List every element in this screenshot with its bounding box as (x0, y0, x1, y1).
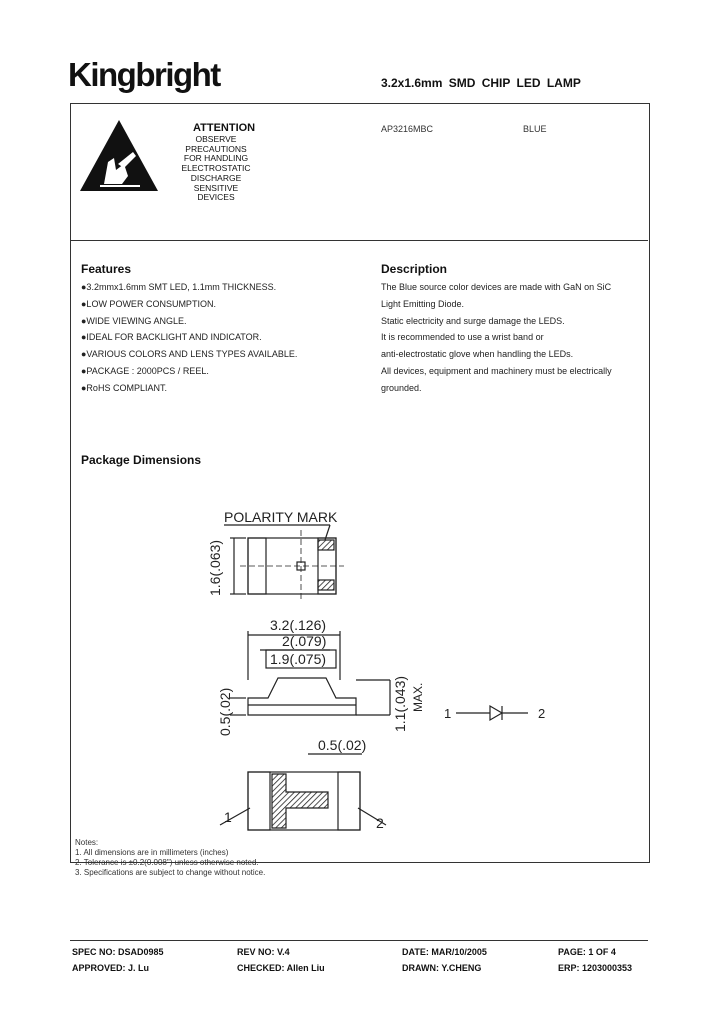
pin-2-label: 2 (376, 815, 384, 831)
feature-item: ●VARIOUS COLORS AND LENS TYPES AVAILABLE. (81, 349, 298, 360)
cathode-mark (272, 774, 328, 828)
features-list (81, 279, 371, 397)
attention-line: DEVICES (197, 192, 235, 203)
note-item: 1. All dimensions are in millimeters (inches) (75, 848, 229, 857)
description-line: Light Emitting Diode. (381, 298, 465, 309)
polarity-hatch (318, 540, 334, 550)
description-line: The Blue source color devices are made with GaN on SiC (381, 282, 612, 292)
footer-divider (70, 940, 648, 941)
length-dimension: 3.2(.126) (270, 617, 327, 633)
document-title: 3.2x1.6mm SMD CHIP LED LAMP (381, 76, 581, 90)
max-label: MAX. (411, 682, 425, 712)
bottom-pad-right (338, 772, 360, 830)
symbol-pin-1: 1 (444, 706, 452, 721)
feature-item: ●3.2mmx1.6mm SMT LED, 1.1mm THICKNESS. (81, 282, 277, 292)
approved-by: APPROVED: J. Lu (72, 963, 150, 973)
feature-item: ●IDEAL FOR BACKLIGHT AND INDICATOR. (81, 332, 262, 343)
polarity-mark-label: POLARITY MARK (224, 509, 338, 525)
package-drawing (190, 500, 590, 840)
side-view-profile (248, 678, 356, 715)
attention-line: OBSERVE PRECAUTIONS (185, 134, 247, 154)
revision-number: REV NO: V.4 (237, 947, 290, 957)
description-line: grounded. (381, 382, 422, 393)
description-heading: Description (381, 262, 448, 276)
esd-warning-icon (78, 118, 160, 194)
width-dimension: 1.6(.063) (207, 539, 223, 596)
feature-item: ●PACKAGE : 2000PCS / REEL. (81, 365, 209, 376)
attention-line: SENSITIVE (193, 182, 239, 193)
bottom-pad-left (248, 772, 270, 830)
drawn-by: DRAWN: Y.CHENG (402, 963, 482, 973)
notes-heading: Notes: (75, 838, 99, 847)
dimension-1-9: 1.9(.075) (270, 651, 327, 667)
document-date: DATE: MAR/10/2005 (402, 947, 487, 957)
dimension-2: 2(.079) (282, 633, 327, 649)
section-divider (70, 240, 648, 241)
description-line: All devices, equipment and machinery must be electrically (381, 365, 612, 376)
attention-line: DISCHARGE (190, 172, 242, 183)
part-number: AP3216MBC (381, 124, 434, 134)
notes (75, 838, 265, 878)
feature-item: ●WIDE VIEWING ANGLE. (81, 315, 187, 326)
attention-heading: ATTENTION (193, 122, 256, 134)
features-heading: Features (81, 262, 132, 276)
height-dimension: 0.5(.02) (217, 687, 233, 736)
pad-dimension: 0.5(.02) (318, 737, 367, 753)
emitting-color: BLUE (523, 124, 547, 134)
note-item: 2. Tolerance is ±0.2(0.008") unless otherwise noted. (75, 858, 259, 867)
feature-item: ●RoHS COMPLIANT. (81, 382, 167, 393)
note-item: 3. Specifications are subject to change without notice. (75, 868, 266, 877)
description-line: anti-electrostatic glove when handling the LEDs. (381, 349, 574, 360)
package-dimensions-heading: Package Dimensions (81, 453, 202, 467)
feature-item: ●LOW POWER CONSUMPTION. (81, 298, 216, 309)
description-text (381, 279, 646, 397)
description-line: Static electricity and surge damage the LEDS. (381, 315, 565, 326)
description-line: It is recommended to use a wrist band or (381, 332, 544, 343)
erp-number: ERP: 1203000353 (558, 963, 633, 973)
spec-number: SPEC NO: DSAD0985 (72, 947, 164, 957)
symbol-pin-2: 2 (538, 706, 546, 721)
brand-logo: Kingbright (68, 56, 220, 93)
polarity-hatch (318, 580, 334, 590)
pin-1-label: 1 (224, 809, 232, 825)
attention-text (166, 135, 266, 203)
attention-line: FOR HANDLING (183, 153, 249, 164)
max-height-dimension: 1.1(.043) (392, 675, 408, 732)
checked-by: CHECKED: Allen Liu (237, 963, 325, 973)
attention-line: ELECTROSTATIC (181, 163, 251, 174)
page-number: PAGE: 1 OF 4 (558, 947, 616, 957)
